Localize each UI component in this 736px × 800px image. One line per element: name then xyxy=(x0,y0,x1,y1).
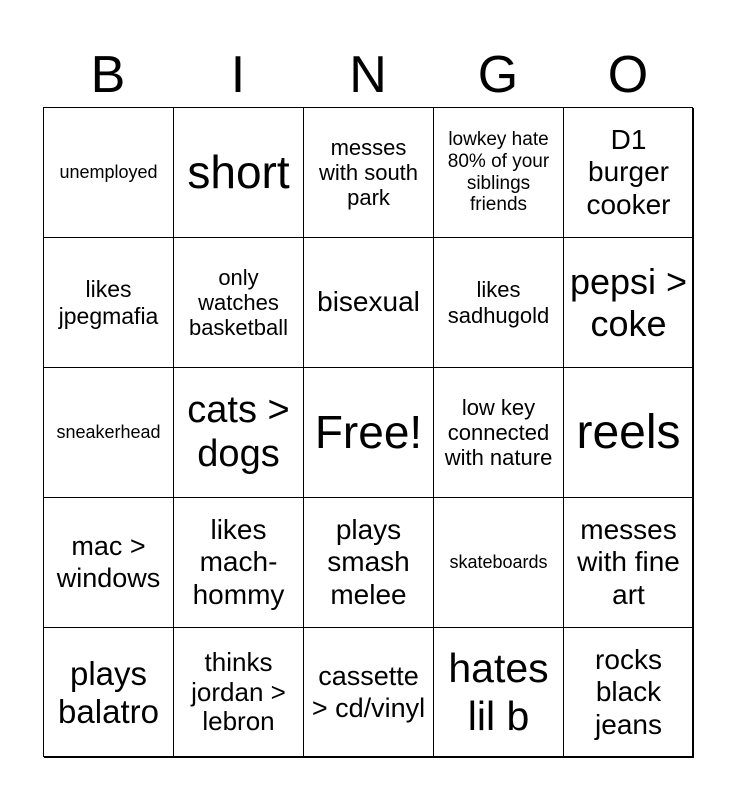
bingo-cell: messes with fine art xyxy=(564,498,694,628)
bingo-cell: skateboards xyxy=(434,498,564,628)
bingo-cell: low key connected with nature xyxy=(434,368,564,498)
bingo-board xyxy=(43,107,693,757)
bingo-cell: pepsi > coke xyxy=(564,238,694,368)
bingo-cell: reels xyxy=(564,368,694,498)
free-space: Free! xyxy=(304,368,434,498)
bingo-cell: cassette > cd/vinyl xyxy=(304,628,434,758)
bingo-cell: mac > windows xyxy=(44,498,174,628)
header-letter-b: B xyxy=(90,46,126,104)
bingo-cell: short xyxy=(174,108,304,238)
bingo-cell: plays smash melee xyxy=(304,498,434,628)
bingo-cell: lowkey hate 80% of your siblings friends xyxy=(434,108,564,238)
header-letter-o: O xyxy=(607,46,649,104)
bingo-cell: likes jpegmafia xyxy=(44,238,174,368)
header-letter-n: N xyxy=(349,46,387,104)
bingo-cell: cats > dogs xyxy=(174,368,304,498)
bingo-cell: hates lil b xyxy=(434,628,564,758)
bingo-cell: plays balatro xyxy=(44,628,174,758)
header-letter-g: G xyxy=(477,46,519,104)
bingo-cell: sneakerhead xyxy=(44,368,174,498)
bingo-cell: likes sadhugold xyxy=(434,238,564,368)
bingo-header xyxy=(43,44,693,106)
bingo-cell: thinks jordan > lebron xyxy=(174,628,304,758)
bingo-cell: rocks black jeans xyxy=(564,628,694,758)
bingo-cell: only watches basketball xyxy=(174,238,304,368)
bingo-cell: unemployed xyxy=(44,108,174,238)
header-letter-i: I xyxy=(230,46,246,104)
bingo-cell: D1 burger cooker xyxy=(564,108,694,238)
bingo-cell: likes mach-hommy xyxy=(174,498,304,628)
bingo-cell: messes with south park xyxy=(304,108,434,238)
bingo-cell: bisexual xyxy=(304,238,434,368)
